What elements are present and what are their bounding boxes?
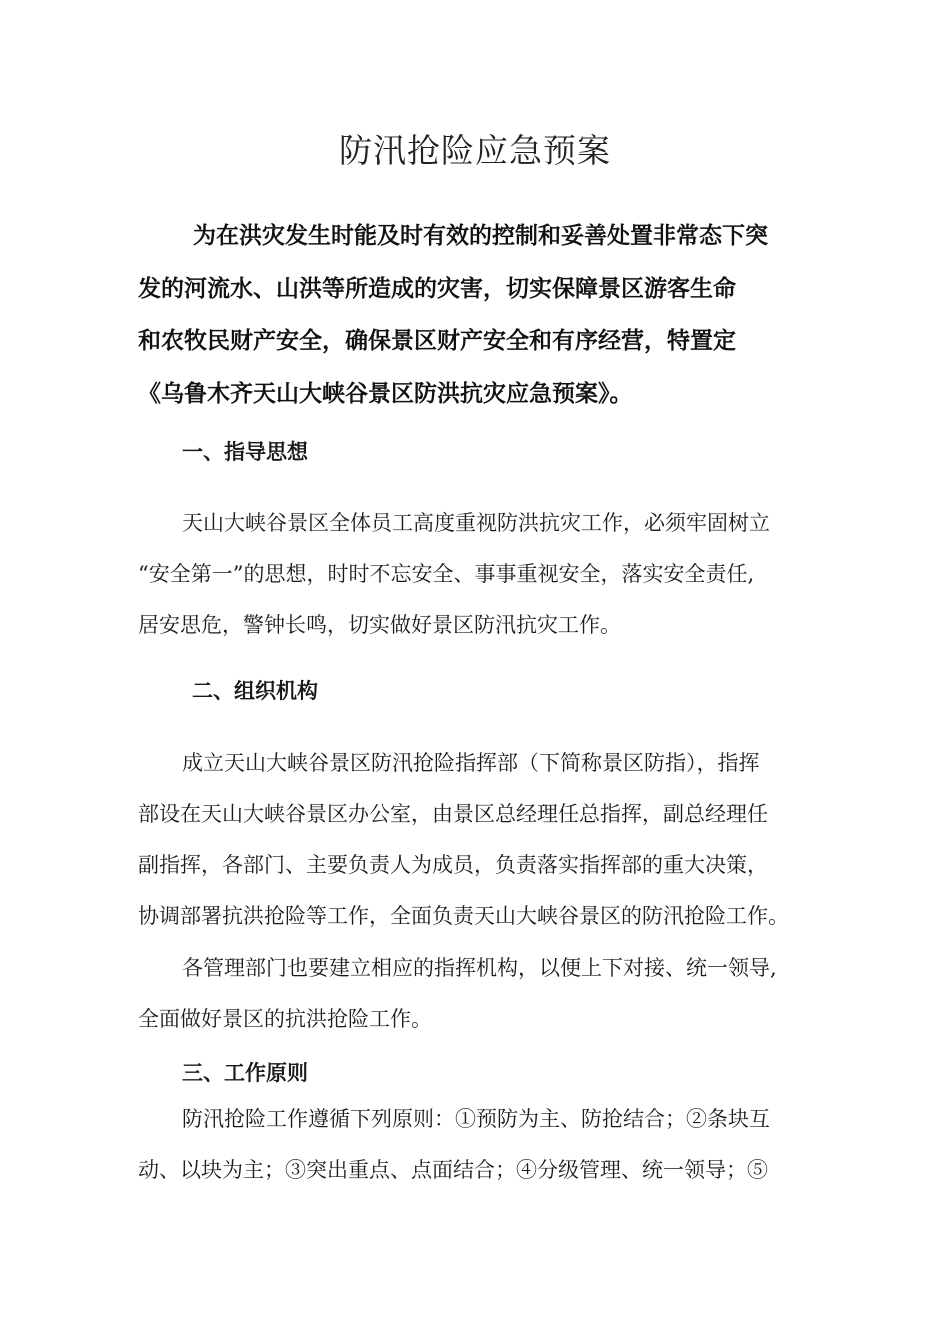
paragraph-line: 成立天山大峡谷景区防汛抢险指挥部（下简称景区防指），指挥: [182, 751, 760, 775]
section2-paragraph-2: [138, 943, 828, 1045]
section3-paragraph: [138, 1094, 828, 1196]
paragraph-line: 部设在天山大峡谷景区办公室，由景区总经理任总指挥，副总经理任: [138, 802, 768, 826]
paragraph-line: 居安思危，警钟长鸣，切实做好景区防汛抗灾工作。: [138, 613, 621, 637]
paragraph-line: 各管理部门也要建立相应的指挥机构，以便上下对接、统一领导,: [182, 956, 777, 980]
intro-line: 发的河流水、山洪等所造成的灾害，切实保障景区游客生命: [138, 275, 736, 302]
paragraph-line: 副指挥，各部门、主要负责人为成员，负责落实指挥部的重大决策，: [138, 853, 768, 877]
intro-line: 为在洪灾发生时能及时有效的控制和妥善处置非常态下突: [193, 223, 768, 249]
section-heading-organization: 二、组织机构: [192, 678, 318, 703]
paragraph-line: “安全第一”的思想，时时不忘安全、事事重视安全，落实安全责任,: [138, 562, 755, 586]
paragraph-line: 防汛抢险工作遵循下列原则：①预防为主、防抢结合；②条块互: [182, 1107, 770, 1131]
section2-paragraph-1: [138, 738, 828, 942]
paragraph-line: 天山大峡谷景区全体员工高度重视防洪抗灾工作，必须牢固树立: [182, 511, 770, 535]
paragraph-line: 动、以块为主；③突出重点、点面结合；④分级管理、统一领导；⑤: [138, 1158, 768, 1182]
intro-paragraph: [138, 210, 828, 420]
section1-paragraph: [138, 498, 828, 651]
section-heading-guiding-ideology: 一、指导思想: [182, 439, 308, 464]
section-heading-work-principles: 三、工作原则: [182, 1060, 308, 1085]
paragraph-line: 协调部署抗洪抢险等工作，全面负责天山大峡谷景区的防汛抢险工作。: [138, 904, 789, 928]
intro-line: 《乌鲁木齐天山大峡谷景区防洪抗灾应急预案》。: [138, 380, 633, 407]
paragraph-line: 全面做好景区的抗洪抢险工作。: [138, 1007, 432, 1031]
document-title: 防汛抢险应急预案: [339, 131, 611, 171]
intro-line: 和农牧民财产安全，确保景区财产安全和有序经营，特置定: [138, 328, 736, 354]
